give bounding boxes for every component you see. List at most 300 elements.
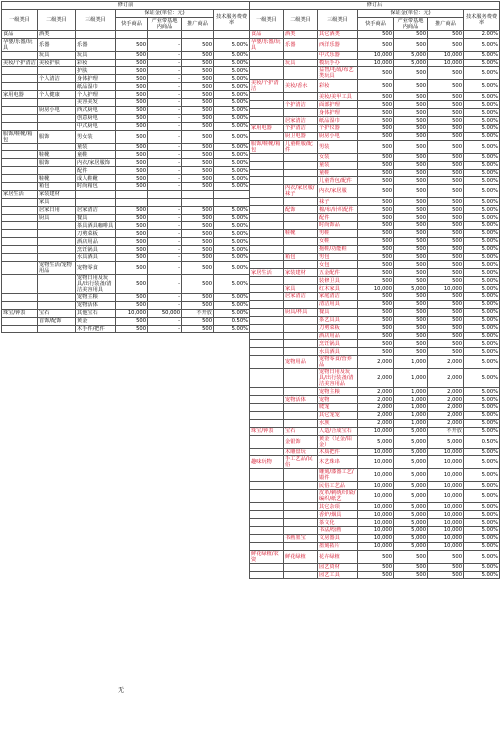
cat3-cell: 益智/毛绒/布艺类玩具 bbox=[318, 67, 358, 80]
base-deposit-cell: 5,000 bbox=[394, 534, 428, 542]
cat3-cell: 其它杂项 bbox=[318, 503, 358, 511]
ks-deposit-cell: 500 bbox=[116, 238, 148, 246]
cat1-cell bbox=[250, 348, 284, 356]
base-deposit-cell: - bbox=[148, 99, 182, 107]
fee-cell: 5.00% bbox=[464, 38, 500, 51]
base-deposit-cell: 1,000 bbox=[394, 369, 428, 388]
table-row bbox=[2, 30, 250, 38]
promo-deposit-cell: 不开放 bbox=[428, 427, 464, 435]
ks-deposit-cell: 500 bbox=[116, 222, 148, 230]
base-deposit-cell: 500 bbox=[394, 125, 428, 133]
base-deposit-cell: 5,000 bbox=[394, 285, 428, 293]
cat1-cell bbox=[250, 214, 284, 222]
ks-deposit-cell: 10,000 bbox=[358, 285, 394, 293]
fee-cell: 5.00% bbox=[214, 183, 250, 191]
table-row bbox=[250, 469, 500, 482]
base-deposit-cell bbox=[148, 198, 182, 206]
promo-deposit-cell: 500 bbox=[428, 324, 464, 332]
cat1-cell bbox=[250, 300, 284, 308]
cat3-cell: 清洁用具 bbox=[318, 300, 358, 308]
fee-cell: 5.00% bbox=[214, 114, 250, 122]
cat3-cell: 其他宝石 bbox=[76, 309, 116, 317]
table-row bbox=[250, 300, 500, 308]
cat1-cell bbox=[2, 159, 38, 167]
cat2-cell: 宝石 bbox=[38, 309, 76, 317]
fee-cell: 5.00% bbox=[214, 83, 250, 91]
promo-deposit-cell: 10,000 bbox=[428, 456, 464, 469]
table-row bbox=[2, 190, 250, 198]
base-deposit-cell: - bbox=[148, 51, 182, 59]
promo-deposit-cell: 500 bbox=[428, 206, 464, 214]
fee-cell: 5.00% bbox=[464, 571, 500, 579]
fee-cell: 5.00% bbox=[214, 167, 250, 175]
table-row bbox=[250, 411, 500, 419]
base-deposit-cell: - bbox=[148, 122, 182, 130]
cat3-cell: 内衣/家居服饰 bbox=[76, 159, 116, 167]
fee-cell: 5.00% bbox=[464, 59, 500, 67]
promo-deposit-cell: 500 bbox=[428, 563, 464, 571]
cat2-cell: 乐器 bbox=[284, 38, 318, 51]
cat3-cell: 木手件/把件 bbox=[76, 325, 116, 333]
promo-deposit-cell: 500 bbox=[428, 125, 464, 133]
ks-deposit-cell: 500 bbox=[116, 325, 148, 333]
cat2-cell: 家具 bbox=[38, 198, 76, 206]
promo-deposit-cell: 500 bbox=[428, 214, 464, 222]
ks-deposit-cell: 500 bbox=[116, 99, 148, 107]
cat1-cell bbox=[2, 143, 38, 151]
fee-cell: 0.50% bbox=[464, 435, 500, 448]
cat1-cell bbox=[250, 261, 284, 269]
promo-deposit-cell: 10,000 bbox=[428, 526, 464, 534]
cat3-cell: 刀剪菜板 bbox=[318, 324, 358, 332]
base-deposit-cell: 500 bbox=[394, 117, 428, 125]
cat1-cell bbox=[250, 340, 284, 348]
base-deposit-cell: - bbox=[148, 238, 182, 246]
ks-deposit-cell: 500 bbox=[116, 246, 148, 254]
ks-deposit-cell: 500 bbox=[358, 222, 394, 230]
cat3-cell: 五金配件 bbox=[318, 269, 358, 277]
table-row bbox=[250, 206, 500, 214]
cat2-cell: 居家清洁 bbox=[284, 293, 318, 301]
base-deposit-cell: - bbox=[148, 261, 182, 274]
table-row bbox=[2, 274, 250, 293]
promo-deposit-cell: 10,000 bbox=[428, 511, 464, 519]
promo-deposit-cell: 500 bbox=[428, 132, 464, 140]
fee-cell: 5.00% bbox=[464, 132, 500, 140]
base-deposit-cell: - bbox=[148, 214, 182, 222]
table-row bbox=[250, 132, 500, 140]
fee-cell: 5.00% bbox=[464, 153, 500, 161]
table-row bbox=[250, 293, 500, 301]
cat2-cell bbox=[284, 411, 318, 419]
table-row bbox=[250, 388, 500, 396]
cat2-cell: 酒类 bbox=[284, 30, 318, 38]
cat3-cell: 女鞋 bbox=[318, 237, 358, 245]
cat3-cell: 茶文化 bbox=[318, 519, 358, 527]
cat2-cell bbox=[38, 122, 76, 130]
fee-cell: 5.00% bbox=[464, 51, 500, 59]
base-deposit-cell: 500 bbox=[394, 237, 428, 245]
base-deposit-cell: 5,000 bbox=[394, 51, 428, 59]
cat2-cell bbox=[38, 67, 76, 75]
cat3-cell: 皮革/刺绣/印染/编织/纸艺 bbox=[318, 490, 358, 503]
ks-deposit-cell: 500 bbox=[358, 308, 394, 316]
ks-deposit-cell: 10,000 bbox=[358, 511, 394, 519]
base-deposit-cell: 500 bbox=[394, 293, 428, 301]
base-deposit-cell: 50,000 bbox=[148, 309, 182, 317]
promo-deposit-cell: 10,000 bbox=[428, 482, 464, 490]
cat3-cell: 茶艺具具 bbox=[318, 316, 358, 324]
cat2-cell bbox=[38, 222, 76, 230]
table-row bbox=[2, 246, 250, 254]
cat3-cell: 面部护理 bbox=[318, 101, 358, 109]
cat2-cell bbox=[38, 325, 76, 333]
cat2-cell: 玩具 bbox=[38, 51, 76, 59]
group-title: 修订后 bbox=[250, 2, 500, 10]
cat2-cell bbox=[38, 167, 76, 175]
base-deposit-cell: - bbox=[148, 274, 182, 293]
table-row bbox=[2, 261, 250, 274]
fee-cell: 5.00% bbox=[464, 403, 500, 411]
cat2-cell bbox=[284, 161, 318, 169]
base-header: 产业带基地内商品 bbox=[148, 17, 182, 30]
cat2-cell: 鞋靴 bbox=[38, 175, 76, 183]
promo-deposit-cell: 500 bbox=[182, 151, 214, 159]
cat1-cell bbox=[250, 245, 284, 253]
fee-cell: 5.00% bbox=[464, 245, 500, 253]
fee-cell: 5.00% bbox=[464, 563, 500, 571]
base-deposit-cell: - bbox=[148, 91, 182, 99]
table-row bbox=[250, 511, 500, 519]
fee-cell: 5.00% bbox=[464, 427, 500, 435]
cat3-cell: 身体护理 bbox=[318, 109, 358, 117]
cat3-cell: 拖鞋/功能鞋 bbox=[318, 245, 358, 253]
promo-deposit-cell: 500 bbox=[182, 214, 214, 222]
table-row bbox=[250, 59, 500, 67]
cat1-cell bbox=[250, 332, 284, 340]
cat2-cell: 首饰/配饰 bbox=[38, 317, 76, 325]
cat3-cell: 美妆/美甲工具 bbox=[318, 93, 358, 101]
cat1-cell bbox=[250, 93, 284, 101]
cat2-header: 二级类目 bbox=[284, 9, 318, 30]
table-row bbox=[250, 542, 500, 550]
cat1-cell bbox=[250, 237, 284, 245]
base-deposit-cell: 500 bbox=[394, 38, 428, 51]
ks-deposit-cell: 500 bbox=[358, 101, 394, 109]
table-row bbox=[250, 269, 500, 277]
base-deposit-cell: 500 bbox=[394, 206, 428, 214]
table-row bbox=[2, 51, 250, 59]
fee-cell: 5.00% bbox=[464, 285, 500, 293]
table-row bbox=[250, 117, 500, 125]
promo-deposit-cell: 500 bbox=[182, 230, 214, 238]
fee-cell: 5.00% bbox=[464, 237, 500, 245]
promo-deposit-cell: 500 bbox=[428, 308, 464, 316]
ks-deposit-cell: 500 bbox=[116, 183, 148, 191]
promo-deposit-cell: 500 bbox=[182, 206, 214, 214]
table-row bbox=[250, 332, 500, 340]
ks-deposit-cell: 500 bbox=[358, 571, 394, 579]
base-deposit-cell: 1,000 bbox=[394, 356, 428, 369]
cat1-cell bbox=[250, 206, 284, 214]
cat1-cell bbox=[2, 274, 38, 293]
cat3-cell: 袜子 bbox=[318, 198, 358, 206]
ks-deposit-cell: 500 bbox=[116, 91, 148, 99]
fee-cell: 5.00% bbox=[464, 396, 500, 404]
ks-deposit-cell: 10,000 bbox=[358, 519, 394, 527]
base-deposit-cell: 500 bbox=[394, 253, 428, 261]
cat1-cell bbox=[250, 293, 284, 301]
promo-deposit-cell: 500 bbox=[428, 316, 464, 324]
cat3-cell: 居家清洁 bbox=[76, 206, 116, 214]
cat1-cell bbox=[250, 59, 284, 67]
cat3-cell: 美容美发 bbox=[76, 99, 116, 107]
table-row bbox=[250, 435, 500, 448]
cat1-cell bbox=[250, 177, 284, 185]
fee-cell: 5.00% bbox=[464, 308, 500, 316]
cat2-cell: 金银饰 bbox=[284, 435, 318, 448]
cat3-cell: 棉/布/针织配件 bbox=[318, 206, 358, 214]
cat1-cell: 趣味玩物 bbox=[250, 456, 284, 469]
cat1-cell bbox=[250, 117, 284, 125]
cat3-cell: 烹饪锅具 bbox=[318, 340, 358, 348]
cat1-cell bbox=[250, 308, 284, 316]
fee-cell: 5.00% bbox=[464, 206, 500, 214]
cat3-cell: 时尚箱包 bbox=[76, 183, 116, 191]
cat1-cell: 美妆/个护清洁 bbox=[3, 60, 36, 66]
cat1-cell bbox=[2, 254, 38, 262]
cat3-header: 三级类目 bbox=[76, 9, 116, 30]
cat2-cell bbox=[38, 99, 76, 107]
table-row bbox=[250, 237, 500, 245]
cat1-cell bbox=[250, 448, 284, 456]
promo-deposit-cell: 500 bbox=[428, 117, 464, 125]
cat1-cell bbox=[250, 571, 284, 579]
base-deposit-cell: 500 bbox=[394, 140, 428, 153]
fee-cell: 5.00% bbox=[214, 59, 250, 67]
cat1-cell bbox=[250, 469, 284, 482]
cat2-cell bbox=[284, 340, 318, 348]
fee-cell: 5.00% bbox=[214, 325, 250, 333]
cat1-cell: 食品 bbox=[250, 30, 284, 38]
cat2-cell: 书画墨宝 bbox=[284, 534, 318, 542]
cat3-cell: 配件 bbox=[76, 167, 116, 175]
base-deposit-cell: 500 bbox=[394, 277, 428, 285]
ks-deposit-cell: 500 bbox=[116, 59, 148, 67]
promo-deposit-cell: 500 bbox=[428, 550, 464, 563]
ks-deposit-cell: 500 bbox=[116, 38, 148, 51]
cat2-cell bbox=[284, 67, 318, 80]
fee-cell: 5.00% bbox=[214, 159, 250, 167]
promo-deposit-cell: 10,000 bbox=[428, 51, 464, 59]
promo-deposit-cell: 不开放 bbox=[182, 309, 214, 317]
cat2-cell bbox=[284, 277, 318, 285]
table-row bbox=[250, 348, 500, 356]
base-deposit-cell: - bbox=[148, 230, 182, 238]
cat2-cell bbox=[284, 109, 318, 117]
before-table bbox=[1, 1, 250, 333]
table-row bbox=[2, 198, 250, 206]
promo-deposit-cell: 500 bbox=[182, 183, 214, 191]
promo-deposit-cell: 500 bbox=[182, 51, 214, 59]
fee-cell: 5.00% bbox=[214, 293, 250, 301]
fee-cell: 5.00% bbox=[464, 356, 500, 369]
promo-deposit-cell: 500 bbox=[182, 317, 214, 325]
table-row bbox=[2, 317, 250, 325]
table-row bbox=[250, 285, 500, 293]
promo-deposit-cell: 10,000 bbox=[428, 503, 464, 511]
table-row bbox=[250, 253, 500, 261]
ks-deposit-cell bbox=[116, 30, 148, 38]
ks-deposit-cell: 500 bbox=[358, 117, 394, 125]
promo-deposit-cell: 2,000 bbox=[428, 411, 464, 419]
base-deposit-cell: - bbox=[148, 159, 182, 167]
fee-cell: 5.00% bbox=[464, 300, 500, 308]
cat3-cell: 个护仪器 bbox=[318, 125, 358, 133]
fee-cell: 5.00% bbox=[464, 198, 500, 206]
table-row bbox=[250, 67, 500, 80]
promo-deposit-cell: 500 bbox=[182, 67, 214, 75]
cat3-cell: 护肤 bbox=[76, 67, 116, 75]
cat2-cell bbox=[38, 274, 76, 293]
fee-cell bbox=[214, 198, 250, 206]
base-deposit-cell: 500 bbox=[394, 153, 428, 161]
cat1-cell bbox=[250, 563, 284, 571]
cat1-cell bbox=[250, 490, 284, 503]
ks-deposit-cell: 500 bbox=[358, 300, 394, 308]
cat3-cell: 水具酒具 bbox=[76, 254, 116, 262]
promo-deposit-cell: 500 bbox=[428, 67, 464, 80]
fee-cell: 5.00% bbox=[464, 519, 500, 527]
table-row bbox=[250, 482, 500, 490]
base-deposit-cell: 5,000 bbox=[394, 427, 428, 435]
table-row bbox=[250, 177, 500, 185]
cat3-cell: 身体护理 bbox=[76, 75, 116, 83]
promo-deposit-cell: 500 bbox=[428, 237, 464, 245]
promo-deposit-cell: 2,000 bbox=[428, 388, 464, 396]
cat2-cell bbox=[284, 324, 318, 332]
fee-cell: 5.00% bbox=[464, 550, 500, 563]
promo-deposit-cell: 500 bbox=[428, 198, 464, 206]
cat1-cell bbox=[2, 325, 38, 333]
promo-deposit-cell: 10,000 bbox=[428, 519, 464, 527]
cat3-cell: 配件 bbox=[318, 214, 358, 222]
cat2-cell bbox=[284, 490, 318, 503]
cat2-cell: 木雕盘玩 bbox=[284, 448, 318, 456]
cat3-cell: 黄金 bbox=[76, 317, 116, 325]
fee-cell: 5.00% bbox=[214, 206, 250, 214]
promo-deposit-cell: 500 bbox=[182, 83, 214, 91]
base-deposit-cell: - bbox=[148, 143, 182, 151]
ks-deposit-cell: 500 bbox=[116, 167, 148, 175]
cat2-cell: 配饰 bbox=[284, 206, 318, 214]
cat1-cell bbox=[250, 435, 284, 448]
ks-deposit-cell: 500 bbox=[358, 237, 394, 245]
cat1-cell bbox=[250, 229, 284, 237]
cat3-cell: 成人鞋靴 bbox=[76, 175, 116, 183]
base-deposit-cell: 500 bbox=[394, 109, 428, 117]
cat1-cell bbox=[250, 222, 284, 230]
cat2-cell: 酒类 bbox=[38, 30, 76, 38]
cat3-cell: 宠物零食/营养品 bbox=[318, 356, 358, 369]
cat3-cell: 园艺工具 bbox=[318, 571, 358, 579]
cat2-cell: 手工艺品/民俗 bbox=[284, 456, 318, 469]
cat1-cell bbox=[2, 261, 38, 274]
fee-cell: 5.00% bbox=[464, 526, 500, 534]
table-row bbox=[2, 83, 250, 91]
promo-deposit-cell: 500 bbox=[428, 101, 464, 109]
base-header: 产业带基地内商品 bbox=[394, 17, 428, 30]
promo-deposit-cell: 500 bbox=[428, 80, 464, 93]
cat3-cell: 西式厨电 bbox=[76, 106, 116, 114]
base-deposit-cell: 1,000 bbox=[394, 388, 428, 396]
cat2-cell bbox=[284, 332, 318, 340]
table-row bbox=[250, 185, 500, 198]
promo-deposit-cell: 500 bbox=[428, 161, 464, 169]
fee-cell: 5.00% bbox=[464, 419, 500, 427]
base-deposit-cell: - bbox=[148, 114, 182, 122]
ks-deposit-cell: 500 bbox=[358, 67, 394, 80]
promo-deposit-cell bbox=[182, 190, 214, 198]
ks-deposit-cell: 500 bbox=[116, 214, 148, 222]
table-row bbox=[250, 356, 500, 369]
cat1-cell: 服饰/鞋靴/箱包 bbox=[2, 130, 38, 143]
base-deposit-cell: 500 bbox=[394, 93, 428, 101]
cat2-cell bbox=[38, 143, 76, 151]
table-row bbox=[250, 51, 500, 59]
cat1-cell bbox=[250, 101, 284, 109]
ks-deposit-cell: 500 bbox=[358, 214, 394, 222]
fee-cell: 5.00% bbox=[214, 254, 250, 262]
fee-cell: 5.00% bbox=[464, 469, 500, 482]
promo-deposit-cell: 500 bbox=[182, 246, 214, 254]
table-row bbox=[250, 214, 500, 222]
base-deposit-cell: 500 bbox=[394, 316, 428, 324]
table-row bbox=[250, 277, 500, 285]
ks-deposit-cell: 10,000 bbox=[358, 469, 394, 482]
cat3-cell: 时尚饰品 bbox=[318, 222, 358, 230]
ks-deposit-cell: 500 bbox=[358, 245, 394, 253]
table-row bbox=[2, 114, 250, 122]
promo-deposit-cell: 500 bbox=[428, 253, 464, 261]
cat1-cell: 珠宝/钟表 bbox=[2, 309, 38, 317]
cat1-cell bbox=[250, 277, 284, 285]
base-deposit-cell: 500 bbox=[394, 563, 428, 571]
base-deposit-cell: 500 bbox=[394, 340, 428, 348]
ks-deposit-cell: 500 bbox=[116, 254, 148, 262]
promo-deposit-cell: 500 bbox=[428, 185, 464, 198]
fee-cell: 5.00% bbox=[464, 261, 500, 269]
promo-deposit-cell: 2,000 bbox=[428, 419, 464, 427]
ks-deposit-cell: 500 bbox=[358, 340, 394, 348]
cat1-cell bbox=[250, 316, 284, 324]
cat2-cell: 玩具 bbox=[284, 59, 318, 67]
cat2-cell bbox=[284, 222, 318, 230]
cat1-cell bbox=[250, 411, 284, 419]
fee-cell: 5.00% bbox=[464, 456, 500, 469]
cat3-cell bbox=[76, 190, 116, 198]
cat3-cell: 墨刻拓片 bbox=[318, 542, 358, 550]
table-row bbox=[2, 106, 250, 114]
promo-deposit-cell: 500 bbox=[182, 301, 214, 309]
ks-deposit-cell: 2,000 bbox=[358, 369, 394, 388]
ks-deposit-cell: 500 bbox=[358, 198, 394, 206]
promo-deposit-cell bbox=[182, 198, 214, 206]
cat3-cell: 餐具 bbox=[318, 308, 358, 316]
ks-deposit-cell: 500 bbox=[358, 38, 394, 51]
base-deposit-cell: 500 bbox=[394, 214, 428, 222]
cat3-cell: 木质把件 bbox=[318, 448, 358, 456]
